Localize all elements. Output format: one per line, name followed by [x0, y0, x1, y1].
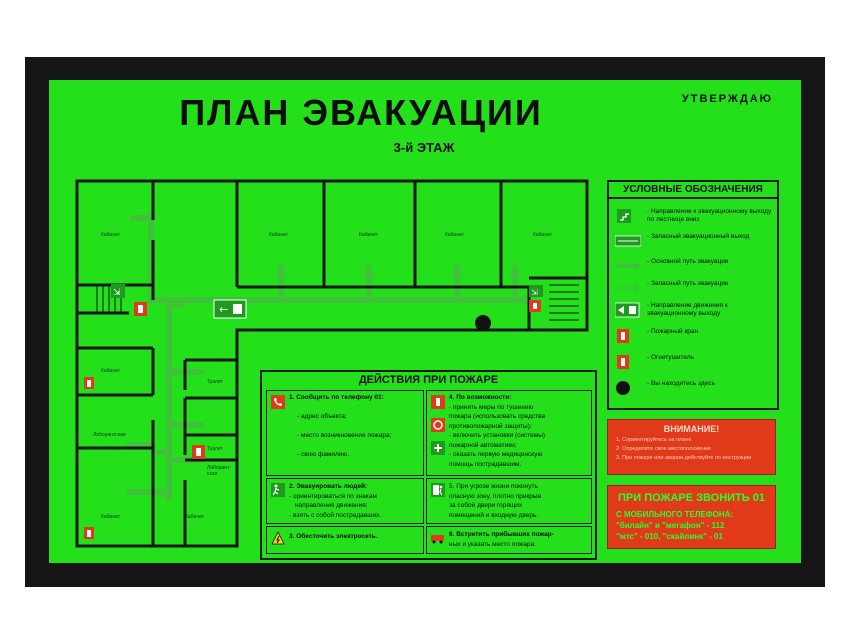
fire-actions-title: ДЕЙСТВИЯ ПРИ ПОЖАРЕ: [358, 374, 499, 386]
approval-label: УТВЕРЖДАЮ: [681, 93, 773, 105]
room-label: Лаборант-ская: [207, 465, 231, 477]
room-label: Туалет: [207, 446, 223, 452]
legend-item: [613, 256, 775, 278]
phone-icon: [271, 395, 285, 409]
stairs-exit-icon: [615, 208, 641, 224]
fire-truck-icon: [431, 531, 445, 545]
room-label: Кабинет: [101, 232, 121, 238]
legend-item: [613, 300, 775, 322]
svg-text:⇲: ⇲: [113, 288, 121, 298]
call-line: "билайн" и "мегафон" - 112: [616, 521, 725, 530]
fire-hydrant-icon: [192, 445, 205, 459]
extinguisher-icon: [431, 395, 445, 409]
warning-box: [607, 419, 776, 475]
legend-item: [613, 206, 775, 228]
emergency-exit-icon: [615, 233, 641, 249]
legend-text: - Пожарный кран: [647, 328, 699, 335]
first-aid-icon: [431, 441, 445, 455]
legend-panel: [607, 180, 779, 410]
room-label: Кабинет: [101, 514, 121, 520]
you-are-here-marker: [475, 315, 491, 331]
action-text: 5. При угрозе жизни покинуть опасную зону, плотно прикрыв за собой двери горящих помещений и входную дверь.: [449, 483, 542, 519]
call-line: "мтс" - 010, "скайлинк" - 01: [616, 532, 723, 541]
legend-item: [613, 231, 775, 253]
arrowhead: [509, 266, 521, 276]
svg-text:⇲: ⇲: [531, 288, 538, 297]
action-step-2: [266, 478, 424, 524]
exit-door-icon: [431, 483, 445, 497]
action-text: 6. Встретить прибывших пожар- ных и указать место пожара.: [449, 531, 554, 548]
evacuation-board: [49, 80, 801, 563]
legend-item: [613, 278, 775, 300]
room-label: Кабинет: [101, 368, 121, 374]
action-step-6: [426, 526, 592, 554]
room-label: Кабинет: [359, 232, 379, 238]
call-line: С МОБИЛЬНОГО ТЕЛЕФОНА:: [616, 510, 734, 519]
room-label: Кабинет: [269, 232, 289, 238]
fire-hydrant-icon: [615, 328, 641, 344]
action-text: 2. Эвакуировать людей: - ориентироваться по знакам направления движения; - взять с собой пострадавших.: [289, 483, 382, 519]
evacuate-icon: [271, 483, 285, 497]
fire-alarm-icon: [431, 418, 445, 432]
warning-line: 1. Сориентируйтесь на плане: [616, 437, 692, 443]
svg-text:←: ←: [219, 303, 229, 316]
exit-sign-right: [529, 285, 543, 297]
floor-label: 3-й ЭТАЖ: [393, 140, 455, 155]
legend-text: - Вы находитесь здесь: [647, 380, 715, 387]
action-step-5: [426, 478, 592, 524]
legend-text: - Огнетушитель: [647, 354, 695, 361]
arrowhead: [363, 266, 375, 276]
legend-item: [613, 326, 775, 348]
action-text: 1. Сообщить по телефону 01: - адрес объекта; - место возникновения пожара; - свою фамилию.: [289, 394, 392, 458]
legend-text: - Направление движения к эвакуационному выходу: [647, 302, 728, 317]
call-title: ПРИ ПОЖАРЕ ЗВОНИТЬ 01: [617, 492, 766, 504]
legend-item: [613, 378, 775, 400]
electric-warning-icon: [271, 531, 285, 545]
arrowhead: [275, 266, 287, 276]
extinguisher-icon: [615, 354, 641, 370]
extinguisher-icon: [84, 377, 94, 389]
fire-hydrant-icon: [529, 300, 541, 312]
action-text: 4. По возможности: - принять меры по тушению пожара (использовать средства противопожарной защиты); - включить установки (системы) пожарной автоматики; - оказать первую медицинскую помощь пострадавшим.: [449, 394, 546, 468]
legend-text: - Запасный путь эвакуации: [647, 280, 729, 287]
legend-item: [613, 352, 775, 374]
stairs-right: [549, 285, 579, 320]
action-text: 3. Обесточить электросеть.: [289, 533, 378, 540]
extinguisher-icon: [84, 527, 94, 539]
emergency-call-box: [607, 485, 776, 549]
exit-direction-icon: [615, 302, 641, 318]
arrowhead: [451, 266, 463, 276]
reserve-route-arrow-icon: [615, 280, 641, 296]
warning-line: 3. При пожаре или аварии действуйте по инструкции: [616, 455, 752, 461]
fire-hydrant-icon: [134, 302, 147, 316]
room-label: Туалет: [207, 379, 223, 385]
legend-text: - Запасный эвакуационный выход: [647, 233, 750, 240]
action-step-3: [266, 526, 424, 554]
arrowhead: [155, 486, 163, 498]
you-are-here-icon: [615, 380, 641, 396]
room-label: Кабинет: [185, 514, 205, 520]
action-step-4: [426, 390, 592, 476]
room-label: Лаборантская: [93, 432, 126, 438]
warning-title: ВНИМАНИЕ!: [663, 424, 720, 434]
main-route-arrow-icon: [615, 258, 641, 274]
legend-text: - Направление к эвакуационному выходу по лестнице вниз: [647, 208, 772, 223]
warning-line: 2. Определите свое местоположение: [616, 446, 712, 452]
legend-text: - Основной путь эвакуации: [647, 258, 729, 265]
room-label: Кабинет: [445, 232, 465, 238]
exit-sign-corridor: [214, 300, 246, 318]
action-step-1: [266, 390, 424, 476]
fire-actions-panel: [260, 370, 597, 560]
exit-sign-left: [111, 284, 125, 298]
page-title: ПЛАН ЭВАКУАЦИИ: [179, 92, 543, 133]
legend-title: УСЛОВНЫЕ ОБОЗНАЧЕНИЯ: [609, 184, 777, 199]
room-label: Кабинет: [533, 232, 553, 238]
